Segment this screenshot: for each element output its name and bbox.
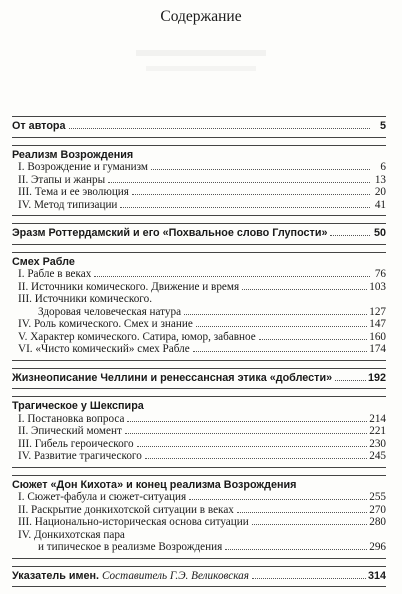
toc-entry [12,306,386,319]
dot-leader [242,289,367,290]
page-number: 296 [369,541,386,553]
page-number: 314 [367,569,386,582]
dot-leader [237,512,367,513]
toc-section [12,116,386,138]
toc-entry [12,413,386,426]
dot-leader [252,524,368,525]
page-number: 76 [374,268,386,280]
entry-title: Жизнеописание Челлини и ренессансная этика «доблести» [12,371,333,384]
toc-entry [12,186,386,199]
page-number: 230 [369,437,386,450]
page-number: 270 [369,503,386,516]
entry-title: II. Источники комического. Движение и время [18,280,240,293]
dot-leader [127,421,367,422]
dot-leader [145,458,367,459]
dot-leader [184,314,367,315]
dot-leader [69,128,370,129]
page-number: 160 [369,330,386,343]
toc-section [12,223,386,245]
entry-title: IV. Метод типизации [18,198,118,211]
bleed-through-text [0,40,402,80]
dot-leader [225,549,367,550]
entry-title: I. Возрождение и гуманизм [18,161,148,173]
page-number: 13 [374,173,386,186]
section-heading: Трагическое у Шекспира [12,400,144,412]
page-number: 214 [369,412,386,425]
section-heading: Смех Рабле [12,255,75,268]
entry-title: III. Источники комического. [18,293,152,305]
page-number: 245 [369,450,386,462]
toc-section [12,252,386,361]
entry-title: IV. Развитие трагического [18,450,142,462]
toc-entry [12,318,386,331]
toc-entry [12,161,386,174]
toc-entry [12,504,386,517]
section-heading: Реализм Возрождения [12,148,134,161]
entry-title: II. Эпический момент [18,425,122,437]
toc-entry [12,529,386,542]
toc-section [12,566,386,588]
entry-title: III. Национально-историческая основа ситуации [18,516,249,528]
toc-entry [12,120,386,133]
entry-title: VI. «Чисто комический» смех Рабле [18,343,190,355]
toc-entry [12,227,386,240]
toc-entry [12,174,386,187]
toc-entry [12,281,386,294]
page-number: 174 [369,343,386,355]
entry-title: II. Этапы и жанры [18,173,106,186]
page-number: 6 [380,161,386,173]
entry-title: Здоровая человеческая натура [38,305,182,318]
page-number: 280 [369,516,386,528]
dot-leader [132,194,370,195]
dot-leader [151,169,370,170]
toc-section [12,475,386,559]
toc-entry [12,199,386,212]
dot-leader [259,339,367,340]
page-number: 103 [369,280,386,293]
entry-title: III. Гибель героического [18,437,134,450]
entry-title: I. Сюжет-фабула и сюжет-ситуация [18,491,187,503]
toc-section [12,396,386,468]
dot-leader [137,446,368,447]
dot-leader [94,276,370,277]
toc-entry [12,293,386,306]
entry-title: II. Раскрытие донкихотской ситуации в веках [18,503,234,516]
toc-entry [12,268,386,281]
page-number: 50 [373,227,386,239]
dot-leader [120,207,370,208]
page-number: 20 [374,186,386,198]
dot-leader [335,380,366,381]
toc-entry [12,450,386,463]
entry-title: I. Рабле в веках [18,268,92,280]
page-number: 41 [374,198,386,211]
toc-entry [12,491,386,504]
toc-entry [12,516,386,529]
dot-leader [193,351,368,352]
entry-title: III. Тема и ее эволюция [18,186,129,198]
page-number: 255 [369,491,386,503]
dot-leader [330,235,370,236]
entry-title: IV. Роль комического. Смех и знание [18,318,193,330]
toc-section [12,368,386,390]
toc-entry [12,570,386,583]
page-number: 221 [369,425,386,437]
toc-entry [12,343,386,356]
entry-title: IV. Донкихотская пара [18,528,125,541]
toc-entry [12,541,386,554]
entry-title: и типическое в реализме Возрождения [38,541,223,553]
entry-title: Указатель имен. [12,569,100,582]
dot-leader [196,326,367,327]
section-heading: Сюжет «Дон Кихота» и конец реализма Возрождения [12,478,297,491]
entry-title: V. Характер комического. Сатира, юмор, забавное [18,330,256,343]
toc-entry [12,438,386,451]
toc-entry [12,331,386,344]
toc-section [12,145,386,217]
entry-author: Составитель Г.Э. Великовская [102,569,249,582]
page-number: 5 [379,120,386,132]
dot-leader [108,182,370,183]
dot-leader [189,499,367,500]
entry-title: Эразм Роттердамский и его «Похвальное слово Глупости» [12,227,328,239]
page-number: 127 [369,305,386,318]
page-title: Содержание [160,8,242,25]
toc-entry [12,372,386,385]
dot-leader [252,578,366,579]
page-number: 192 [367,371,386,384]
dot-leader [125,433,367,434]
page-number: 147 [369,318,386,330]
toc-entry [12,425,386,438]
table-of-contents [12,116,386,594]
entry-title: I. Постановка вопроса [18,412,125,425]
entry-title: От автора [12,120,66,132]
